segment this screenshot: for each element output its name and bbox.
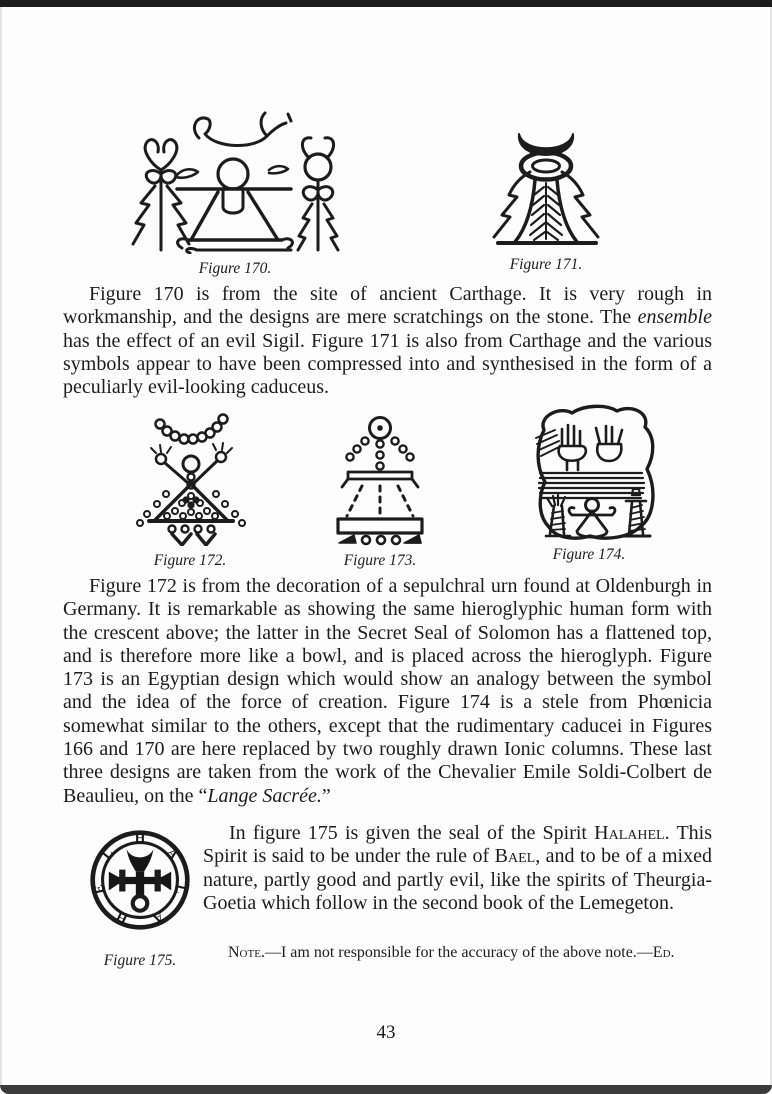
seal-letter: H xyxy=(113,908,130,927)
seal-letter: L xyxy=(172,883,190,896)
text-run: Figure 172 is from the decoration of a sepulchral urn found at Oldenburgh in Germany. It is remarkable as showing the same hieroglyphic human form with the crescent above; the latter in the Secret Seal of Solomon has a flattened top, and is therefore more like a bowl, and is placed across the hieroglyph. Figure 173 is an Egyptian design which would show an analogy between the symbol and the idea of the force of creation. Figure 174 is a stele from Phœnicia somewhat similar to the others, except that the rudimentary caducei in Figures 166 and 170 are here replaced by two roughly drawn Ionic columns. These last three designs are taken from the work of the Chevalier Emile Soldi-Colbert de Beaulieu, on the “ xyxy=(63,575,712,807)
seal-letter: A xyxy=(163,845,182,863)
paragraph-figures-172-174 xyxy=(63,575,712,808)
figure-175-caption: Figure 175. xyxy=(103,952,177,969)
paragraph-figures-170-171 xyxy=(63,283,712,399)
text-run: .—I am not responsible for the accuracy of the above note.— xyxy=(260,944,653,961)
seal-letter: H xyxy=(134,830,146,846)
text-run-smallcaps-note: Note xyxy=(228,944,261,961)
figure-170 xyxy=(120,102,350,278)
figure-174 xyxy=(510,400,668,564)
figure-173-drawing-egyptian-design xyxy=(310,406,450,546)
figure-170-drawing-carthage-sigil xyxy=(121,102,349,254)
figure-170-caption: Figure 170. xyxy=(198,260,272,277)
text-run: . xyxy=(670,944,675,961)
figure-173-caption: Figure 173. xyxy=(343,552,417,569)
figure-172 xyxy=(112,404,268,570)
figure-174-drawing-phoenician-stele xyxy=(510,400,668,540)
seal-letter: E xyxy=(90,883,108,896)
editor-note xyxy=(228,944,718,962)
text-run-italic-lange-sacree: Lange Sacrée. xyxy=(207,784,322,807)
figure-172-drawing-urn-decoration xyxy=(112,404,268,546)
text-run: In figure 175 is given the seal of the Spirit xyxy=(229,822,595,844)
page-number: 43 xyxy=(376,1022,396,1043)
scan-edge-bottom xyxy=(0,1085,772,1094)
figure-171-caption: Figure 171. xyxy=(509,256,583,273)
text-run: , and to be of a mixed nature, partly good and partly evil, like the spirits of Theurgia-Goetia which follow in the second book of the Lemegeton. xyxy=(203,845,712,914)
figure-175-drawing-halahel-seal xyxy=(88,828,192,932)
seal-letter: A xyxy=(150,909,166,927)
text-run: Figure 170 is from the site of ancient Carthage. It is very rough in workmanship, and the designs are mere scratchings on the stone. The xyxy=(63,283,712,329)
paragraph-figure-175-halahel xyxy=(203,822,712,915)
text-run-smallcaps-bael: Bael xyxy=(494,845,536,868)
figure-173 xyxy=(310,406,450,570)
text-run: . This Spirit is said to be under the rule of xyxy=(203,822,712,868)
figure-175 xyxy=(87,828,193,970)
scan-edge-left xyxy=(0,7,2,1085)
figure-172-caption: Figure 172. xyxy=(153,552,227,569)
text-run-italic-ensemble: ensemble xyxy=(637,306,712,329)
seal-letter: L xyxy=(98,845,116,862)
text-run-smallcaps-halahel: Halahel xyxy=(594,822,665,844)
text-run: has the effect of an evil Sigil. Figure 171 is also from Carthage and the various symbols appear to have been compressed into and synthesised in the form of a peculiarly evil-looking caduceus. xyxy=(63,329,712,399)
figure-171 xyxy=(464,110,628,274)
text-run: ” xyxy=(321,784,331,807)
figure-171-drawing-caduceus-column xyxy=(464,110,628,250)
scan-edge-top xyxy=(0,0,772,7)
text-run-smallcaps-ed: Ed xyxy=(652,944,671,961)
figure-174-caption: Figure 174. xyxy=(552,546,626,563)
